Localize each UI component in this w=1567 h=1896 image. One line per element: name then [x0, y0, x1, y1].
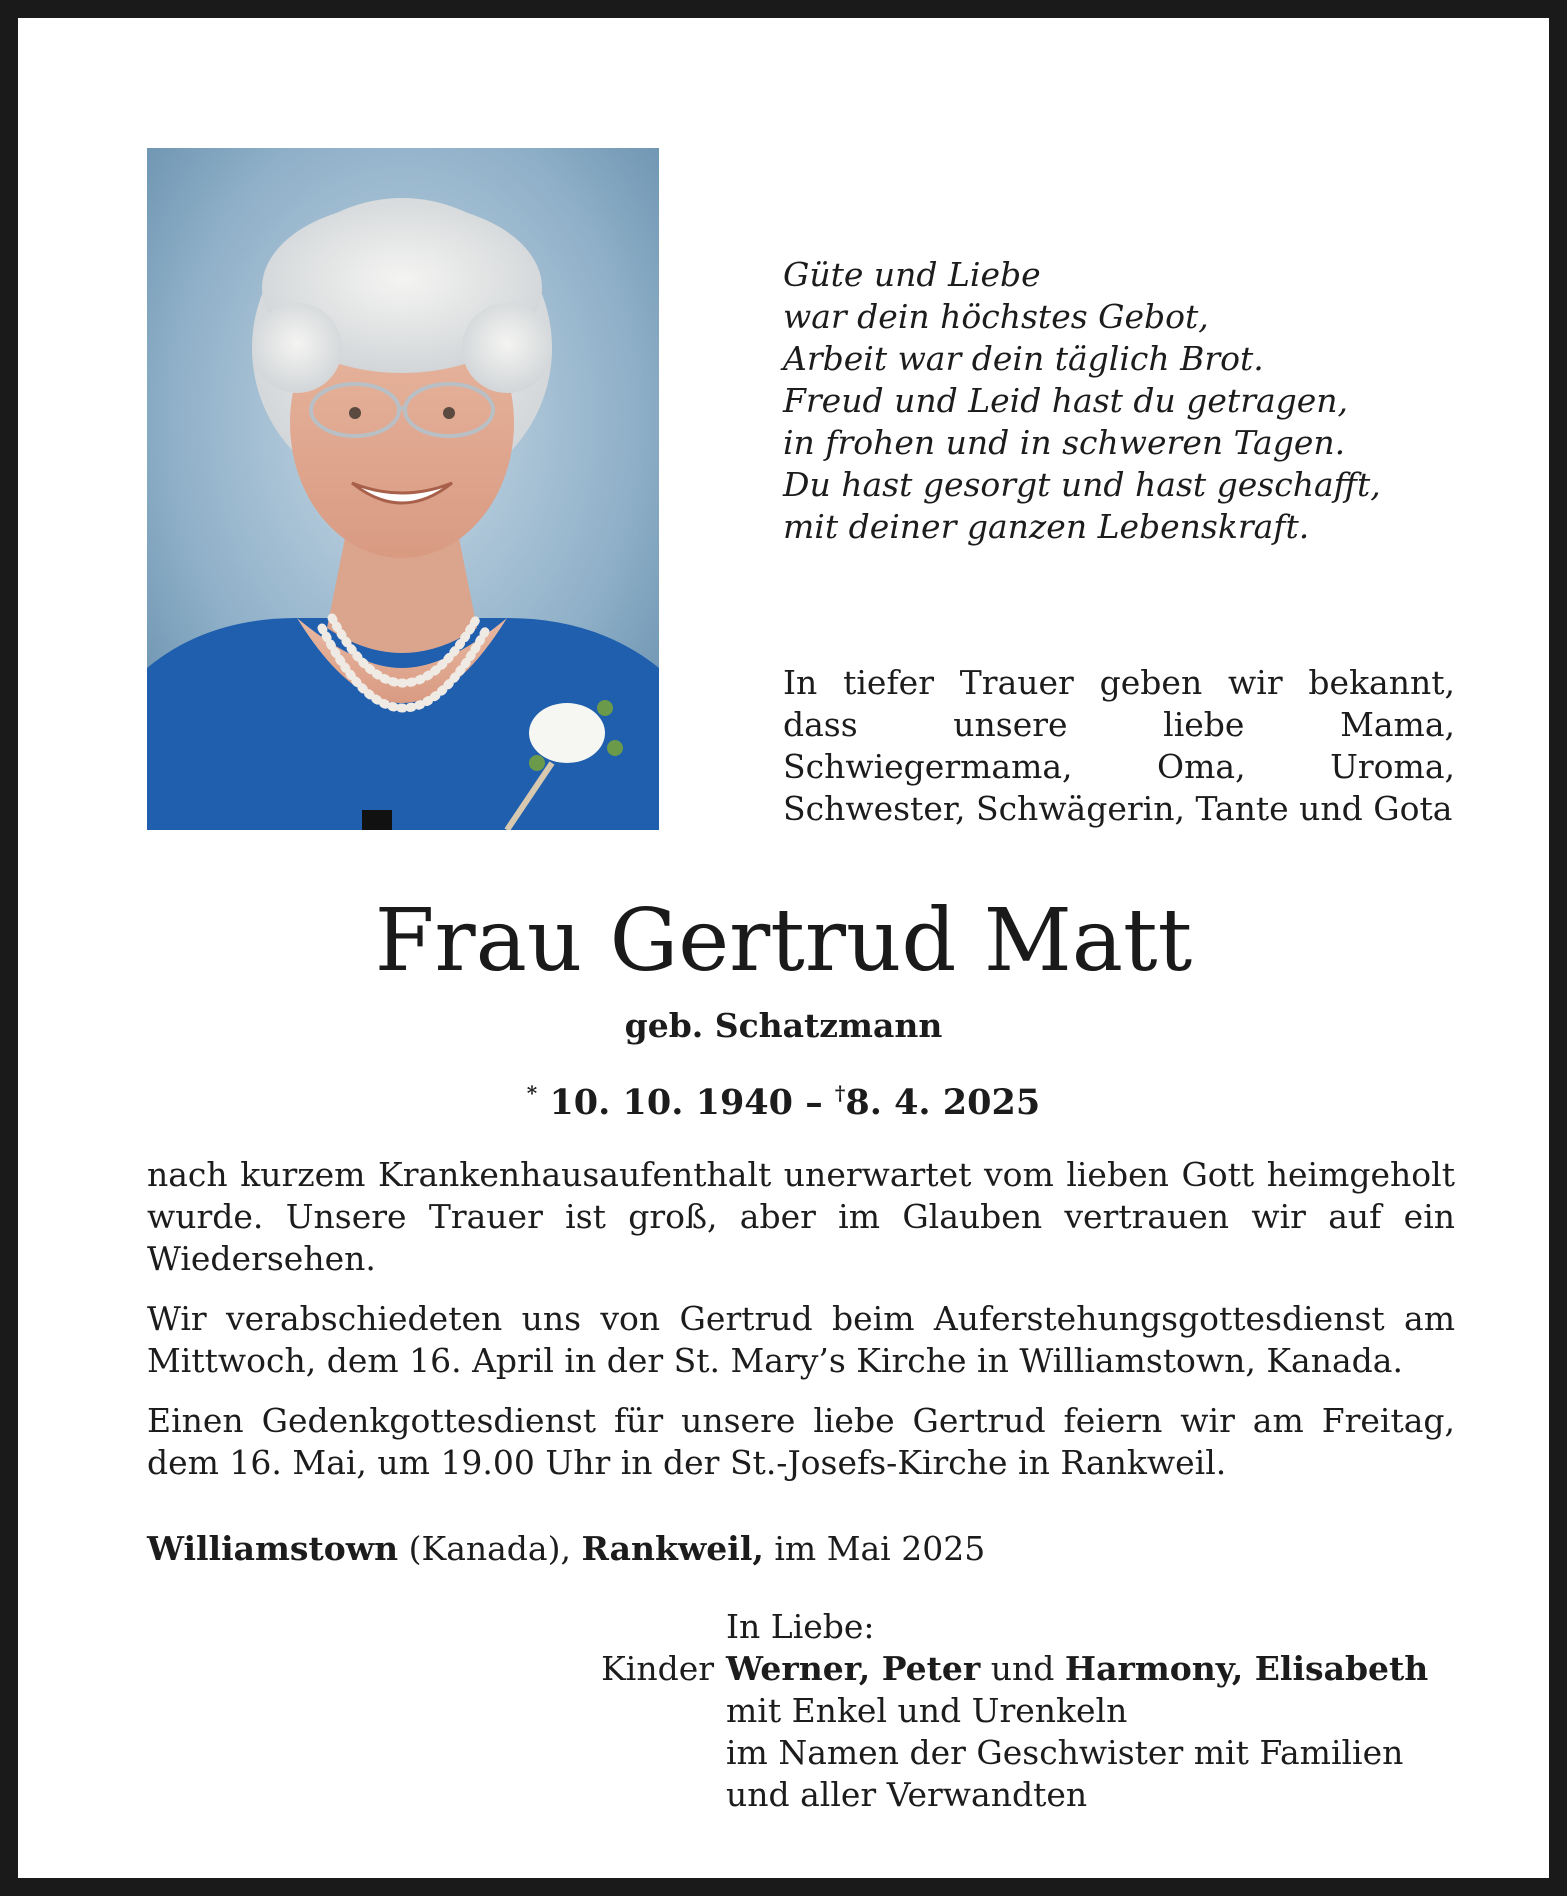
- death-date: 8. 4. 2025: [845, 1082, 1041, 1123]
- children-names-2: Harmony, Elisabeth: [1064, 1649, 1429, 1688]
- place-date-line: [147, 1528, 985, 1570]
- poem-line: Freud und Leid hast du getragen,: [783, 381, 1349, 420]
- paragraph: nach kurzem Krankenhausaufenthalt unerwartet vom lieben Gott heimgeholt wurde. Unsere Trauer ist groß, aber im Glauben vertrauen wir auf ein Wiedersehen.: [147, 1155, 1455, 1278]
- poem-line: war dein höchstes Gebot,: [783, 297, 1209, 336]
- poem-line: mit deiner ganzen Lebenskraft.: [783, 507, 1310, 546]
- birth-symbol: *: [526, 1081, 538, 1105]
- announcement-intro: In tiefer Trauer geben wir bekannt, dass unsere liebe Mama, Schwiegermama, Oma, Uroma, Schwester, Schwägerin, Tante und Gota: [783, 663, 1455, 828]
- and-word: und: [990, 1649, 1055, 1688]
- obituary-text: [147, 1154, 1455, 1502]
- birth-name: geb. Schatzmann: [624, 1006, 943, 1045]
- poem-line: Güte und Liebe: [783, 255, 1041, 294]
- grandchildren-line: mit Enkel und Urenkeln: [726, 1691, 1128, 1730]
- date-dash: –: [805, 1082, 823, 1123]
- poem-line: Arbeit war dein täglich Brot.: [783, 339, 1264, 378]
- paragraph: Wir verabschiedeten uns von Gertrud beim Auferstehungsgottesdienst am Mittwoch, dem 16. April in der St. Mary’s Kirche in Williamstown, Kanada.: [147, 1299, 1455, 1380]
- portrait-illustration: [147, 148, 659, 830]
- siblings-line: im Namen der Geschwister mit Familien: [726, 1733, 1404, 1772]
- portrait-photo: [147, 148, 659, 830]
- relatives-line: und aller Verwandten: [726, 1775, 1088, 1814]
- signature-block: [578, 1606, 1428, 1816]
- deceased-name: Frau Gertrud Matt: [374, 891, 1193, 991]
- poem-line: Du hast gesorgt und hast geschafft,: [783, 465, 1381, 504]
- place-1: Williamstown: [147, 1529, 399, 1568]
- greeting: In Liebe:: [726, 1607, 875, 1646]
- life-dates: [18, 1070, 1549, 1126]
- birth-date: 10. 10. 1940: [549, 1082, 794, 1123]
- paragraph: Einen Gedenkgottesdienst für unsere liebe Gertrud feiern wir am Freitag, dem 16. Mai, um 19.00 Uhr in der St.-Josefs-Kirche in Rankweil.: [147, 1401, 1455, 1482]
- poem: [783, 254, 1483, 548]
- children-names-1: Werner, Peter: [726, 1649, 981, 1688]
- children-label: Kinder: [601, 1649, 714, 1688]
- death-symbol: †: [834, 1081, 846, 1105]
- place-2: Rankweil,: [581, 1529, 764, 1568]
- country-1: (Kanada),: [408, 1529, 571, 1568]
- poem-line: in frohen und in schweren Tagen.: [783, 423, 1346, 462]
- notice-date: im Mai 2025: [774, 1529, 986, 1568]
